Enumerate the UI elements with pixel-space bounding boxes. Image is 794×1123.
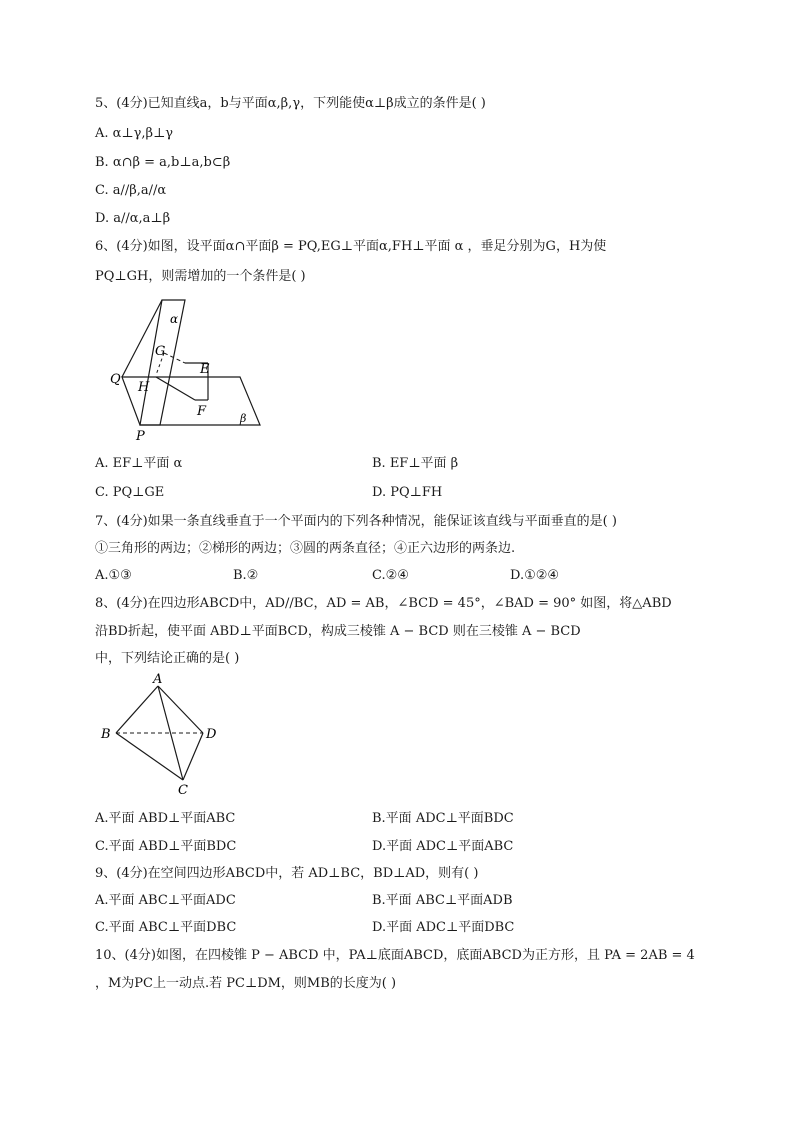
label-f: F — [197, 404, 207, 419]
q9-stem: 9、(4分)在空间四边形ABCD中，若 AD⊥BC，BD⊥AD，则有( ) — [95, 866, 479, 881]
q8-option-d: D.平面 ADC⊥平面ABC — [372, 839, 514, 854]
label-d: D — [206, 727, 217, 742]
edge-dc — [183, 733, 203, 780]
q7-items: ①三角形的两边；②梯形的两边；③圆的两条直径；④正六边形的两条边. — [95, 541, 516, 556]
label-h: H — [138, 380, 150, 395]
q6-option-d: D. PQ⊥FH — [372, 485, 443, 500]
q6-stem-line2: PQ⊥GH，则需增加的一个条件是( ) — [95, 269, 306, 284]
q8-option-c: C.平面 ABD⊥平面BDC — [95, 839, 237, 854]
q6-stem-line1: 6、(4分)如图，设平面α∩平面β = PQ,EG⊥平面α,FH⊥平面 α ，垂足分别为G，H为使 — [95, 239, 607, 254]
q8-option-a: A.平面 ABD⊥平面ABC — [95, 811, 236, 826]
q8-stem-line2: 沿BD折起，使平面 ABD⊥平面BCD，构成三棱锥 A − BCD 则在三棱锥 A − BCD — [95, 624, 581, 639]
plane-alpha — [140, 300, 185, 425]
q9-option-c: C.平面 ABC⊥平面DBC — [95, 920, 237, 935]
q9-option-d: D.平面 ADC⊥平面DBC — [372, 920, 515, 935]
q7-option-d: D.①②④ — [510, 568, 560, 583]
q5-option-d: D. a//α,a⊥β — [95, 211, 171, 226]
label-g: G — [155, 344, 166, 359]
q10-stem-line1: 10、(4分)如图，在四棱锥 P − ABCD 中，PA⊥底面ABCD，底面ABCD为正方形，且 PA = 2AB = 4 — [95, 948, 695, 963]
q6-figure — [100, 295, 275, 445]
edge-ab — [116, 686, 158, 733]
q5-option-a: A. α⊥γ,β⊥γ — [95, 126, 174, 141]
q7-option-a: A.①③ — [95, 568, 132, 583]
q8-option-b: B.平面 ADC⊥平面BDC — [372, 811, 514, 826]
q6-option-c: C. PQ⊥GE — [95, 485, 165, 500]
q8-stem-line1: 8、(4分)在四边形ABCD中，AD//BC，AD = AB，∠BCD = 45°，∠BAD = 90° 如图，将△ABD — [95, 596, 672, 611]
q8-stem-line3: 中，下列结论正确的是( ) — [95, 651, 240, 666]
label-q: Q — [110, 372, 121, 387]
q5-option-b: B. α∩β = a,b⊥a,b⊂β — [95, 155, 231, 170]
q5-stem: 5、(4分)已知直线a，b与平面α,β,γ，下列能使α⊥β成立的条件是( ) — [95, 96, 486, 111]
label-c: C — [178, 783, 188, 798]
q9-option-a: A.平面 ABC⊥平面ADC — [95, 893, 236, 908]
q7-option-c: C.②④ — [372, 568, 409, 583]
q9-option-b: B.平面 ABC⊥平面ADB — [372, 893, 513, 908]
q6-option-b: B. EF⊥平面 β — [372, 456, 459, 471]
q5-option-c: C. a//β,a//α — [95, 183, 167, 198]
q7-stem: 7、(4分)如果一条直线垂直于一个平面内的下列各种情况，能保证该直线与平面垂直的是( ) — [95, 514, 617, 529]
label-alpha: α — [170, 312, 179, 326]
q8-figure — [98, 670, 228, 800]
label-p: P — [136, 429, 145, 444]
label-a: A — [153, 672, 163, 687]
label-b: B — [101, 727, 111, 742]
segment-h-f — [156, 377, 195, 400]
label-beta: β — [240, 412, 247, 425]
q10-stem-line2: ，M为PC上一动点.若 PC⊥DM，则MB的长度为( ) — [95, 976, 397, 991]
q6-option-a: A. EF⊥平面 α — [95, 456, 183, 471]
q7-option-b: B.② — [233, 568, 259, 583]
label-e: E — [200, 362, 210, 377]
